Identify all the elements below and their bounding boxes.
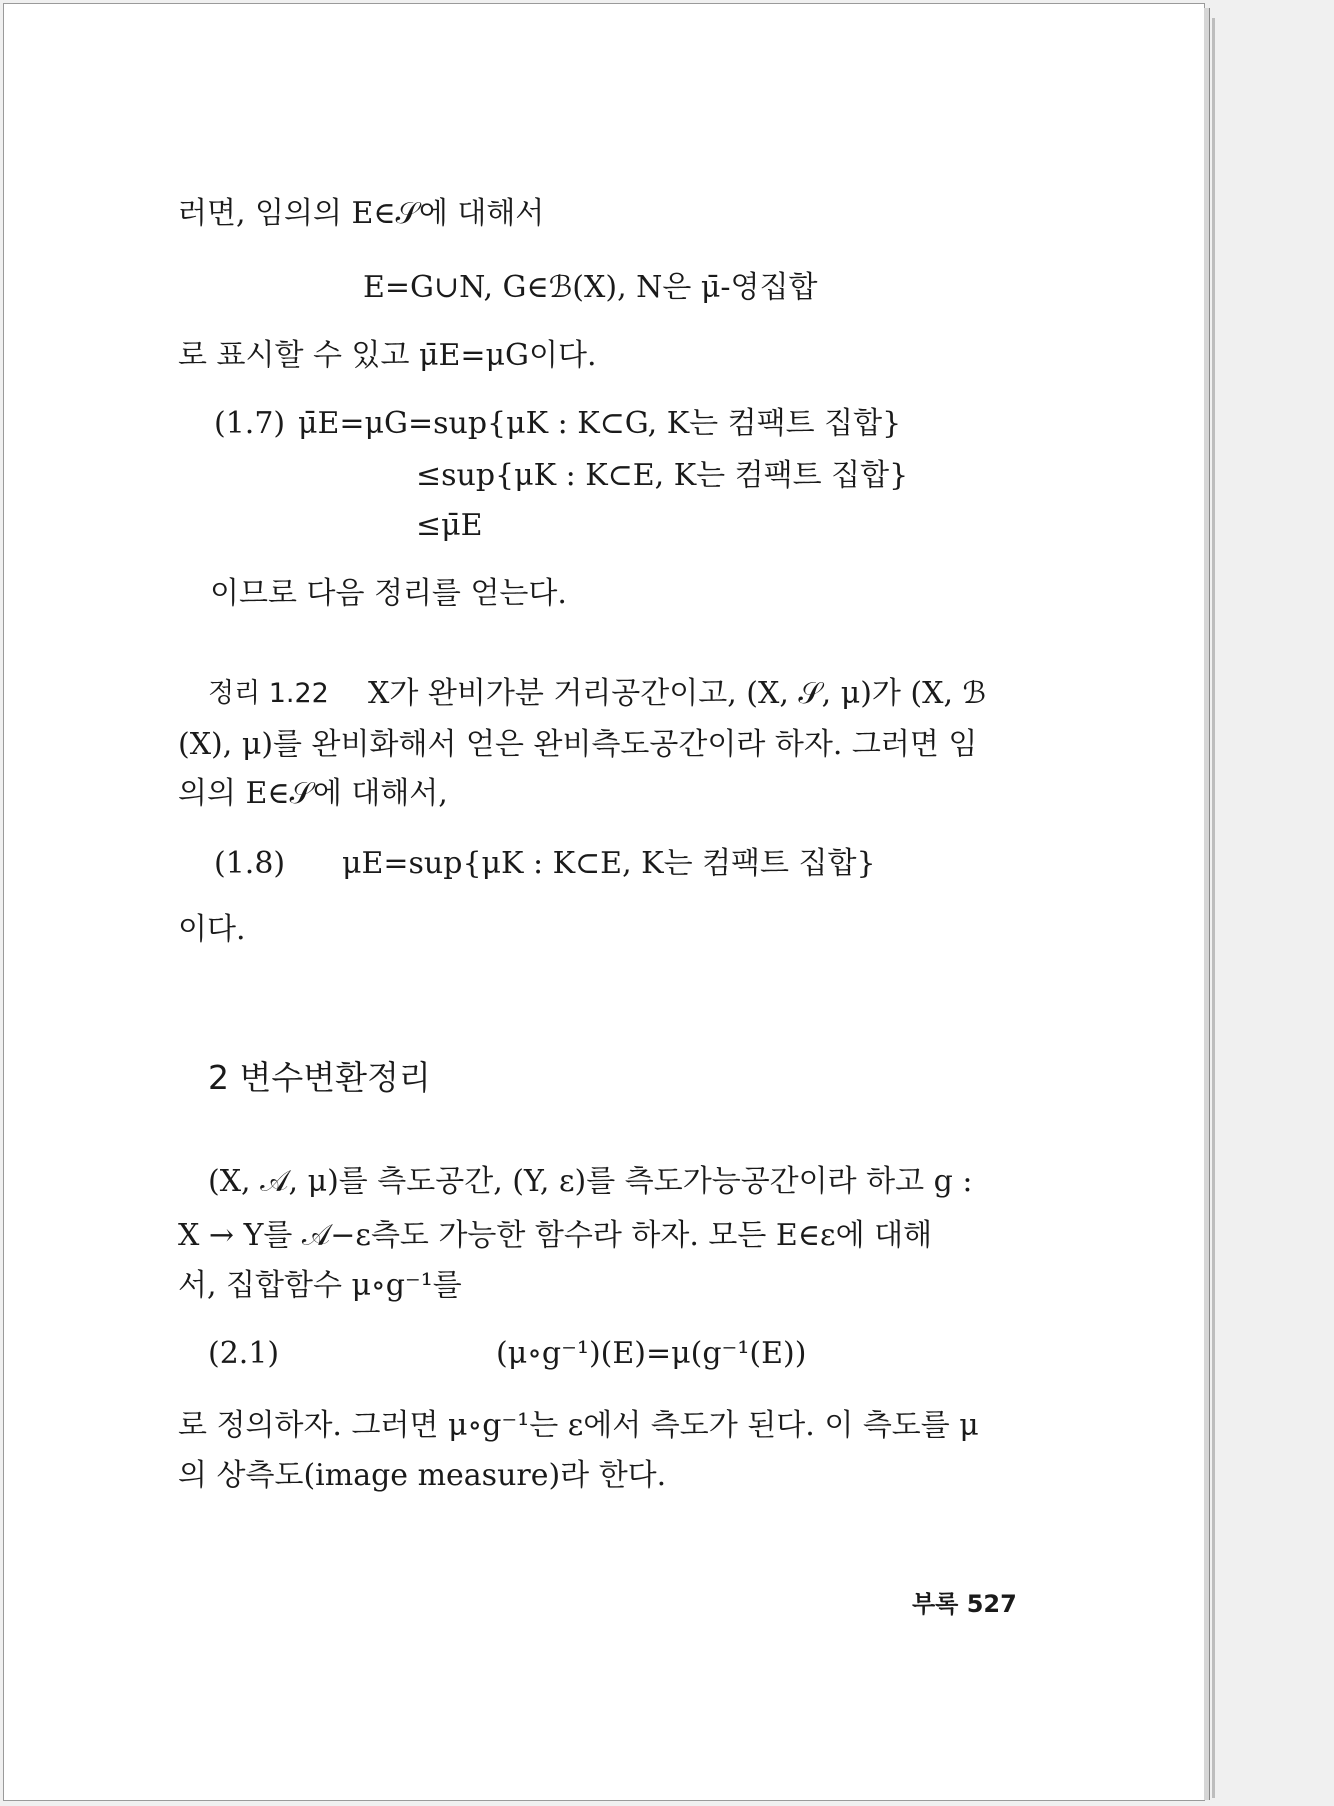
page-edge [1204,8,1210,1800]
equation-label-1-7: (1.7) [214,406,286,441]
theorem-line-1: X가 완비가분 거리공간이고, (X, 𝒮, μ)가 (X, ℬ [368,676,987,711]
text-line-3: 이므로 다음 정리를 얻는다. [210,576,567,611]
equation-decomposition: E=G∪N, G∈ℬ(X), N은 μ̄-영집합 [363,270,818,305]
text-line-4: 이다. [178,912,246,947]
theorem-label: 정리 1.22 [208,678,329,709]
paragraph-line-5: 의 상측도(image measure)라 한다. [178,1458,667,1493]
theorem-line-2: (X), μ)를 완비화해서 얻은 완비측도공간이라 하자. 그러면 임 [178,727,978,762]
paragraph-line-3: 서, 집합함수 μ∘g⁻¹를 [178,1268,462,1303]
paragraph-line-4: 로 정의하자. 그러면 μ∘g⁻¹는 ε에서 측도가 된다. 이 측도를 μ [178,1408,979,1443]
equation-1-7-line-b: ≤sup{μK : K⊂E, K는 컴팩트 집합} [416,458,909,493]
paragraph-line-1: (X, 𝒜, μ)를 측도공간, (Y, ε)를 측도가능공간이라 하고 g : [208,1164,973,1199]
equation-2-1: (μ∘g⁻¹)(E)=μ(g⁻¹(E)) [496,1336,807,1371]
equation-label-1-8: (1.8) [214,846,286,881]
text-line-2: 로 표시할 수 있고 μ̄E=μG이다. [178,338,597,373]
section-heading: 2 변수변환정리 [208,1058,431,1097]
page-number: 부록 527 [912,1590,1017,1618]
equation-1-7-line-a: μ̄E=μG=sup{μK : K⊂G, K는 컴팩트 집합} [298,406,902,441]
paragraph-line-2: X → Y를 𝒜−ε측도 가능한 함수라 하자. 모든 E∈ε에 대해 [178,1218,933,1253]
theorem-line-3: 의의 E∈𝒮에 대해서, [178,776,448,811]
equation-1-7-line-c: ≤μ̄E [416,508,483,543]
text-line-1: 러면, 임의의 E∈𝒮에 대해서 [178,196,545,231]
page-edge-inner [1212,18,1215,1798]
equation-1-8: μE=sup{μK : K⊂E, K는 컴팩트 집합} [342,846,876,881]
equation-label-2-1: (2.1) [208,1336,280,1371]
